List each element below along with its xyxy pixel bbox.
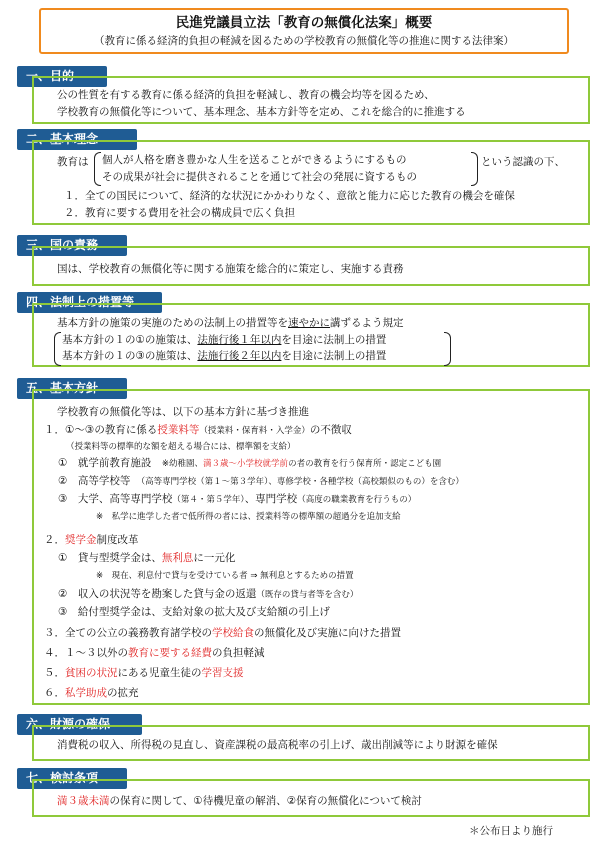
section-3-heading: 三、国の責務 [17, 235, 127, 256]
s2-item-2: ２．教育に要する費用を社会の構成員で広く負担 [64, 207, 295, 219]
right-bracket [471, 152, 478, 186]
s4-line-2: 基本方針の１の①の施策は、法施行後１年以内を目途に法制上の措置 [62, 334, 387, 346]
s4-line-1: 基本方針の施策の実施のための法制上の措置等を速やかに講ずるよう規定 [57, 317, 404, 329]
page-subtitle: （教育に係る経済的負担の軽減を図るための学校教育の無償化等の推進に関する法律案） [94, 35, 514, 47]
right-bracket [444, 332, 451, 366]
s6-line-1: 消費税の収入、所得税の見直し、資産課税の最高税率の引上げ、歳出削減等により財源を確保 [57, 739, 498, 751]
section-7-heading: 七、検討条項 [17, 768, 127, 789]
s2-item-1: １．全ての国民について、経済的な状況にかかわりなく、意欲と能力に応じた教育の機会を確保 [64, 190, 515, 202]
s5-policy-4: ４．１～３以外の教育に要する経費の負担軽減 [44, 647, 265, 659]
s2-lead: 教育は [57, 156, 89, 168]
section-1-heading: 一、目的 [17, 66, 107, 87]
s5-policy-2: ２．奨学金制度改革 [44, 534, 139, 546]
effective-date-note: ＊公布日より施行 [469, 825, 553, 837]
left-bracket [54, 332, 61, 366]
section-4-body [32, 303, 590, 367]
title-box [39, 8, 569, 54]
s5-policy-1: １．①～③の教育に係る授業料等（授業料・保育料・入学金）の不徴収 [44, 424, 352, 436]
s1-line-2: 学校教育の無償化等について、基本理念、基本方針等を定め、これを総合的に推進する [57, 106, 466, 118]
s5-c1: ① 就学前教育施設 ※幼稚園、満３歳～小学校就学前の者の教育を行う保育所・認定こども園 [58, 457, 442, 469]
section-6-body [32, 725, 590, 761]
s5-d3: ③ 給付型奨学金は、支給対象の拡大及び支給額の引上げ [58, 606, 330, 618]
s5-d2: ② 収入の状況等を勘案した貸与金の返還（既存の貸与者等を含む） [58, 588, 359, 600]
s2-bracket-2: その成果が社会に提供されることを通じて社会の発展に資するもの [102, 171, 417, 183]
s1-line-1: 公の性質を有する教育に係る経済的負担を軽減し、教育の機会均等を図るため、 [57, 89, 435, 101]
section-5-heading: 五、基本方針 [17, 378, 127, 399]
s7-line-1: 満３歳未満の保育に関して、①待機児童の解消、②保育の無償化について検討 [57, 795, 422, 807]
section-3-body [32, 246, 590, 286]
s5-c3: ③ 大学、高等専門学校（第４・第５学年）、専門学校（高度の職業教育を行うもの） [58, 493, 417, 505]
section-1-body [32, 76, 590, 124]
section-5-body [32, 389, 590, 705]
section-7-body [32, 779, 590, 817]
s2-tail: という認識の下、 [481, 156, 565, 168]
s5-policy-1-note: （授業料等の標準的な額を超える場合には、標準額を支給） [66, 442, 296, 452]
s5-policy-5: ５．貧困の状況にある児童生徒の学習支援 [44, 667, 244, 679]
s5-d1-note: ※ 現在、利息付で貸与を受けている者 ⇒ 無利息とするための措置 [96, 571, 354, 581]
page-title: 民進党議員立法「教育の無償化法案」概要 [175, 15, 433, 31]
s2-bracket-1: 個人が人格を磨き豊かな人生を送ることができるようにするもの [102, 154, 407, 166]
s5-policy-3: ３．全ての公立の義務教育諸学校の学校給食の無償化及び実施に向けた措置 [44, 627, 401, 639]
section-4-heading: 四、法制上の措置等 [17, 292, 162, 313]
s5-d1: ① 貸与型奨学金は、無利息に一元化 [58, 552, 236, 564]
section-2-body [32, 140, 590, 225]
underline-promptly: 速やかに [288, 317, 330, 329]
s5-c3-note: ※ 私学に進学した者で低所得の者には、授業料等の標準額の超過分を追加支給 [96, 512, 401, 522]
s5-c2: ② 高等学校等 （高等専門学校（第１～第３学年）、専修学校・各種学校（高校類似のもの）を含む） [58, 475, 464, 487]
left-bracket [94, 152, 101, 186]
section-6-heading: 六、財源の確保 [17, 714, 142, 735]
s3-line-1: 国は、学校教育の無償化等に関する施策を総合的に策定し、実施する責務 [57, 263, 404, 275]
s5-policy-6: ６．私学助成の拡充 [44, 687, 139, 699]
s4-line-3: 基本方針の１の③の施策は、法施行後２年以内を目途に法制上の措置 [62, 350, 387, 362]
section-2-heading: 二、基本理念 [17, 129, 137, 150]
s5-intro: 学校教育の無償化等は、以下の基本方針に基づき推進 [57, 406, 309, 418]
